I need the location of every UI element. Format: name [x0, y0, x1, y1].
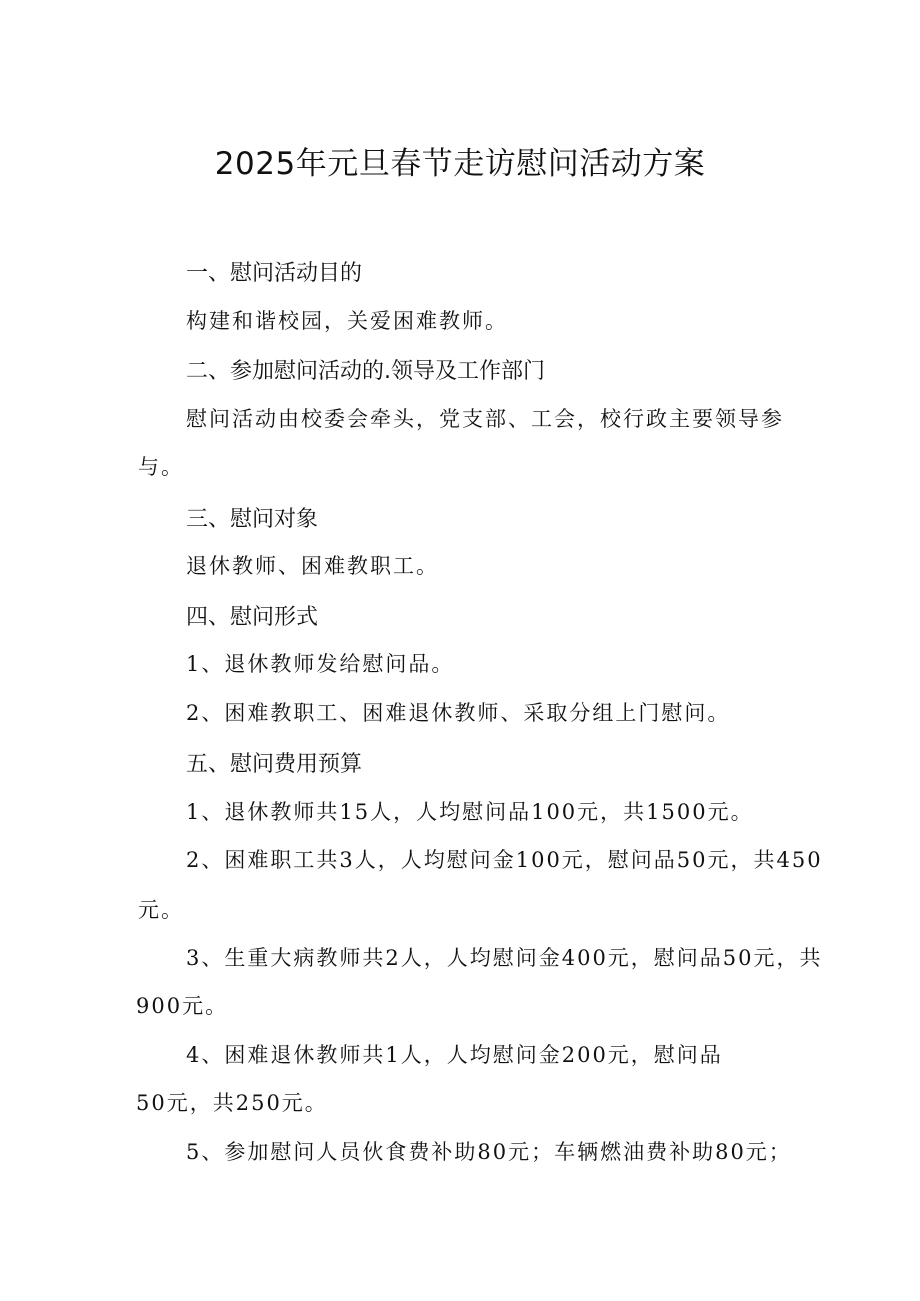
- list-item: 3、生重大病教师共2人，人均慰问金400元，慰问品50元，共: [186, 946, 823, 970]
- list-item: 2、困难教职工、困难退休教师、采取分组上门慰问。: [186, 701, 731, 725]
- list-item: 1、退休教师发给慰问品。: [186, 652, 455, 676]
- list-item-continuation: 900元。: [136, 994, 229, 1018]
- list-item: 4、困难退休教师共1人，人均慰问金200元，慰问品: [186, 1043, 723, 1067]
- section-heading-forms: 四、慰问形式: [186, 605, 319, 630]
- list-item: 2、困难职工共3人，人均慰问金100元，慰问品50元，共450: [186, 848, 823, 872]
- paragraph-line: 构建和谐校园，关爱困难教师。: [186, 309, 508, 333]
- section-heading-purpose: 一、慰问活动目的: [186, 261, 363, 286]
- list-item-continuation: 元。: [138, 898, 184, 922]
- section-heading-budget: 五、慰问费用预算: [186, 752, 363, 777]
- paragraph-line: 慰问活动由校委会牵头，党支部、工会，校行政主要领导参: [186, 407, 784, 431]
- list-item: 1、退休教师共15人，人均慰问品100元，共1500元。: [186, 800, 754, 824]
- document-title: 2025年元旦春节走访慰问活动方案: [214, 146, 706, 182]
- paragraph-line: 退休教师、困难教职工。: [186, 554, 439, 578]
- paragraph-line: 与。: [138, 455, 184, 479]
- list-item-continuation: 50元，共250元。: [136, 1091, 328, 1115]
- section-heading-targets: 三、慰问对象: [186, 507, 319, 532]
- list-item: 5、参加慰问人员伙食费补助80元；车辆燃油费补助80元；: [186, 1140, 792, 1164]
- section-heading-departments: 二、参加慰问活动的.领导及工作部门: [186, 359, 545, 384]
